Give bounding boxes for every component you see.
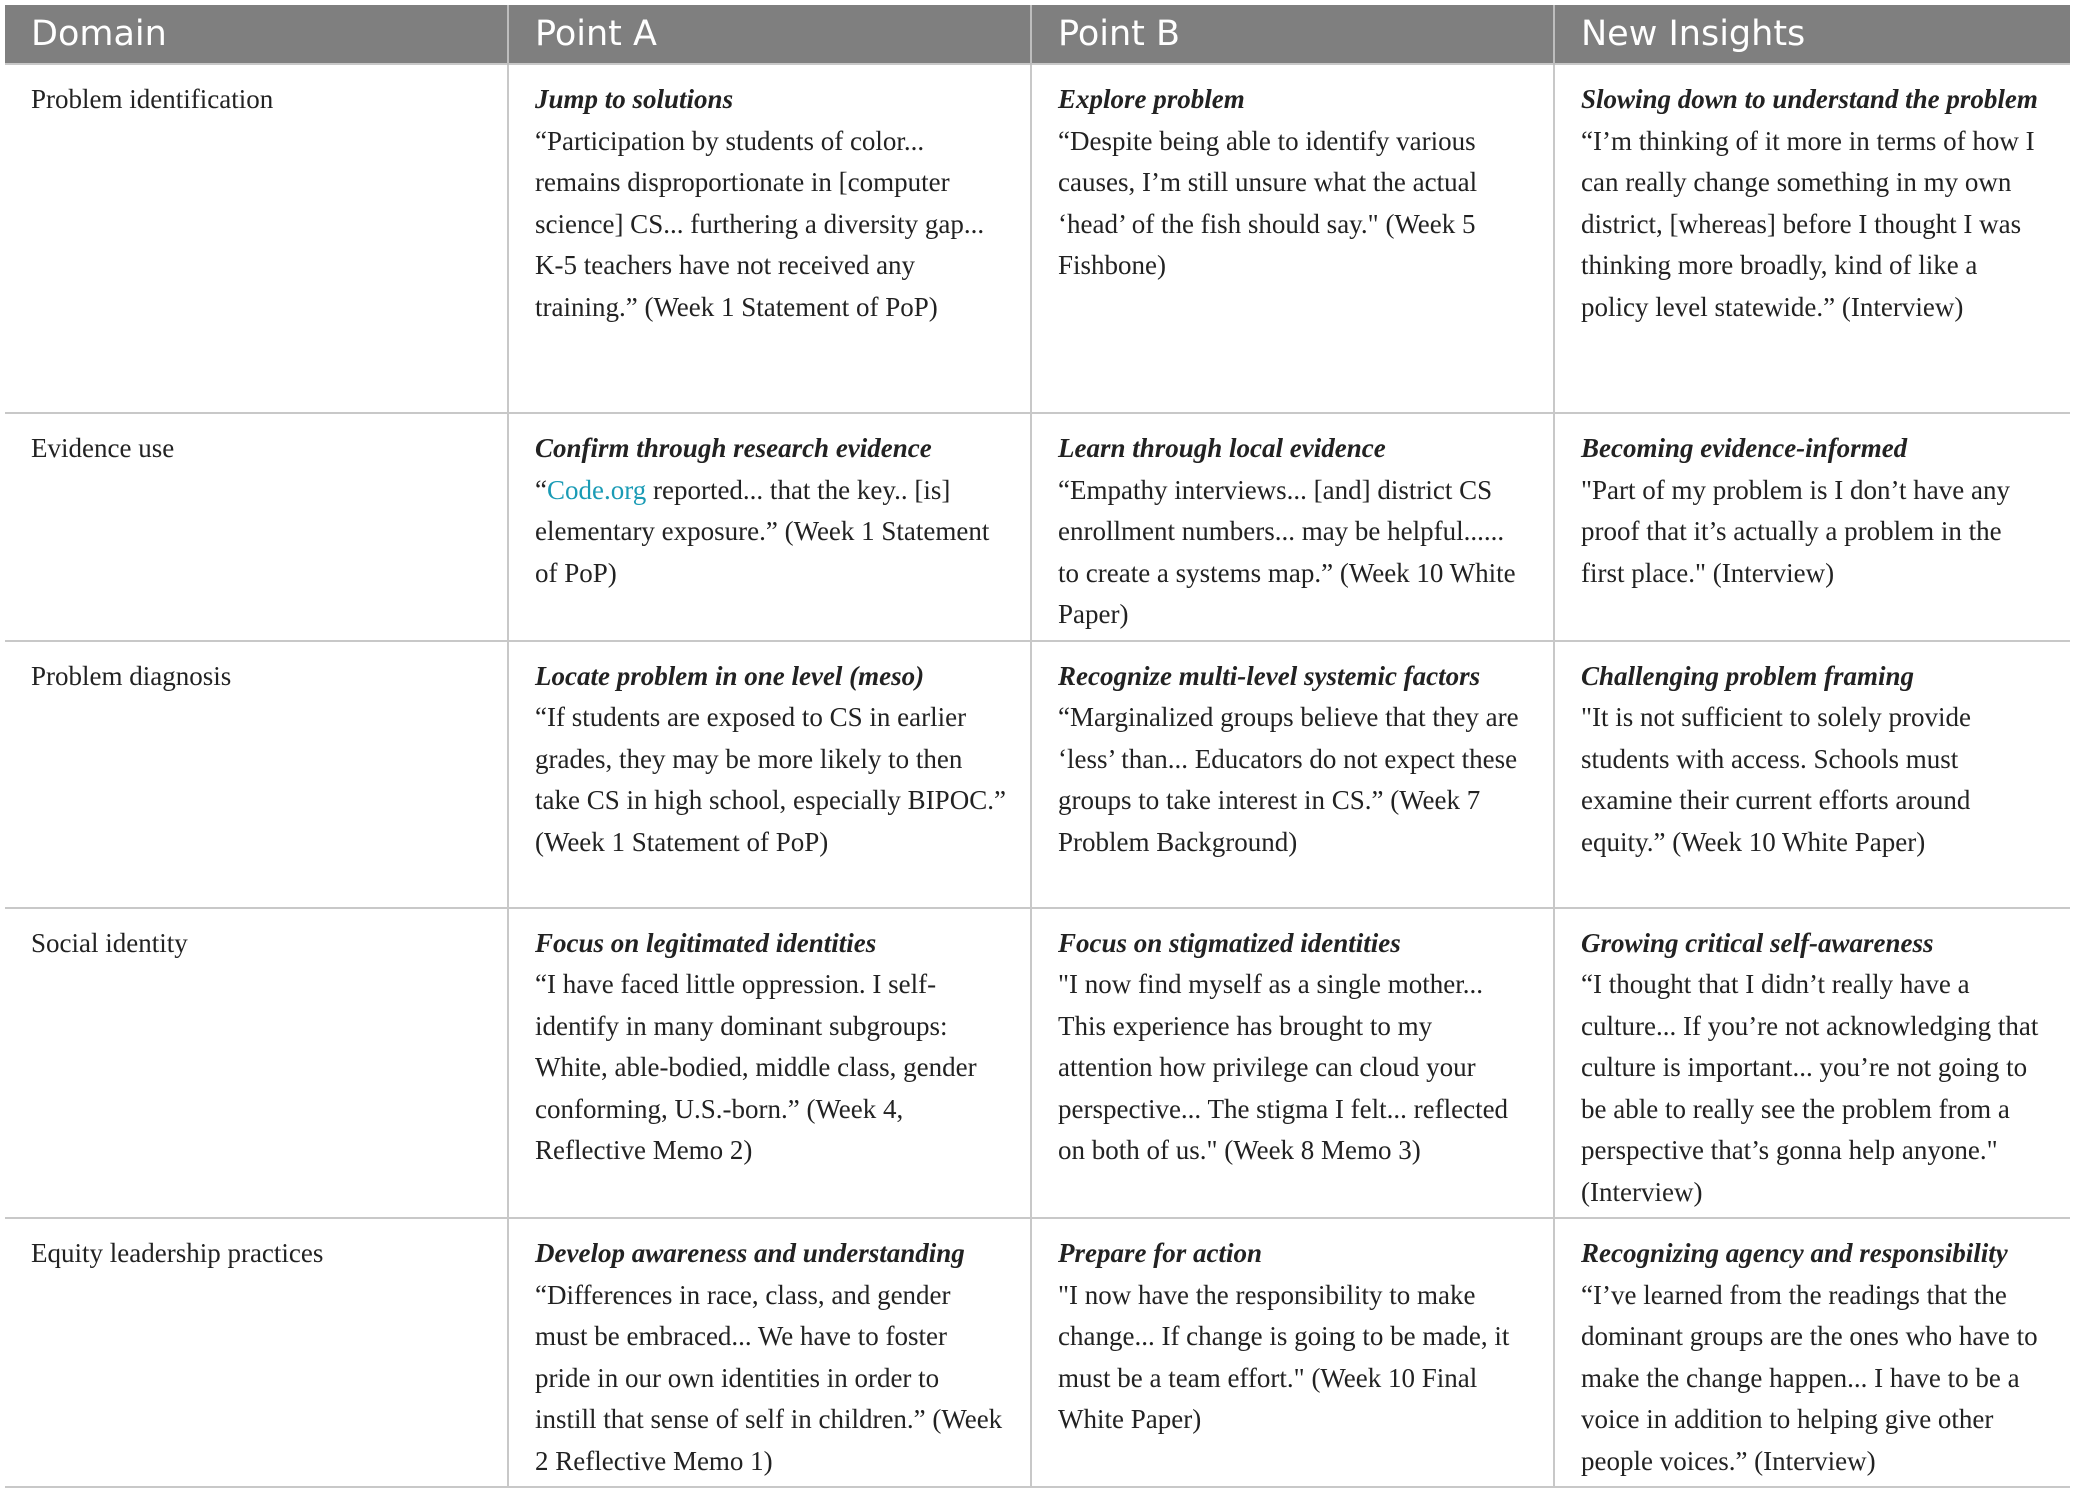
domain-cell [5, 413, 508, 641]
domain-cell [5, 64, 508, 413]
point-a-quote [535, 470, 1006, 595]
domain-label: Equity leadership practices [31, 1238, 324, 1268]
header-point-b: Point B [1031, 5, 1554, 64]
insights-cell [1554, 641, 2070, 908]
table-row [5, 641, 2070, 908]
insights-label: Growing critical self-awareness [1581, 927, 1934, 958]
point-b-quote: “Empathy interviews... [and] district CS enrollment numbers... may be helpful...... to create a systems map.” (Week 10 White Paper) [1058, 474, 1516, 629]
insights-quote: "Part of my problem is I don’t have any proof that it’s actually a problem in the first place." (Interview) [1581, 474, 2010, 588]
point-b-quote: “Despite being able to identify various causes, I’m still unsure what the actual ‘head’ of the fish should say." (Week 5 Fishbone) [1058, 125, 1478, 280]
point-b-cell [1031, 641, 1554, 908]
point-b-quote: "I now find myself as a single mother... This experience has brought to my attention how privilege can cloud your perspective... The stigma I felt... reflected on both of us." (Week 8 Memo 3) [1058, 969, 1509, 1165]
domain-label: Problem identification [31, 84, 274, 114]
point-a-quote: “If students are exposed to CS in earlier grades, they may be more likely to then take CS in high school, especially BIPOC.” (Week 1 Statement of PoP) [535, 702, 1006, 857]
point-a-label: Locate problem in one level (meso) [535, 660, 925, 691]
domain-cell [5, 641, 508, 908]
domain-label: Problem diagnosis [31, 660, 232, 691]
domain-label: Social identity [31, 927, 188, 958]
insights-cell [1554, 1218, 2070, 1487]
point-a-cell [508, 908, 1031, 1219]
header-row [5, 5, 2070, 64]
point-b-label: Explore problem [1058, 84, 1245, 114]
insights-label: Challenging problem framing [1581, 660, 1915, 691]
point-b-quote: “Marginalized groups believe that they are ‘less’ than... Educators do not expect these groups to take interest in CS.” (Week 7 Problem Background) [1058, 702, 1519, 857]
point-b-label: Focus on stigmatized identities [1058, 927, 1401, 958]
insights-table [5, 5, 2070, 1488]
point-b-label: Learn through local evidence [1058, 433, 1386, 463]
insights-cell [1554, 908, 2070, 1219]
code-org-link[interactable]: Code.org [546, 474, 647, 505]
table-row [5, 64, 2070, 413]
point-b-label: Recognize multi-level systemic factors [1058, 660, 1481, 691]
point-b-cell [1031, 413, 1554, 641]
insights-quote: “I’m thinking of it more in terms of how I can really change something in my own district, [whereas] before I thought I was thinking more broadly, kind of like a policy level statewide.” (Interview) [1581, 125, 2035, 322]
point-a-label: Jump to solutions [535, 84, 734, 114]
insights-label: Becoming evidence-informed [1581, 433, 1908, 463]
point-b-cell [1031, 1218, 1554, 1487]
insights-cell [1554, 413, 2070, 641]
insights-quote: "It is not sufficient to solely provide students with access. Schools must examine their current efforts around equity.” (Week 10 White Paper) [1581, 702, 1971, 857]
point-b-quote: "I now have the responsibility to make change... If change is going to be made, it must be a team effort." (Week 10 Final White Paper) [1058, 1279, 1510, 1434]
header-point-a: Point A [508, 5, 1031, 64]
table-row [5, 1218, 2070, 1487]
insights-label: Slowing down to understand the problem [1581, 84, 2038, 114]
header-domain: Domain [5, 5, 508, 64]
point-a-label: Focus on legitimated identities [535, 927, 877, 958]
point-a-cell [508, 64, 1031, 413]
point-a-cell [508, 641, 1031, 908]
domain-cell [5, 1218, 508, 1487]
point-a-quote-rest: reported... that the key.. [is] elementary exposure.” (Week 1 Statement of PoP) [535, 474, 990, 588]
header-new-insights: New Insights [1554, 5, 2070, 64]
point-b-cell [1031, 908, 1554, 1219]
point-a-cell [508, 1218, 1031, 1487]
point-a-label: Confirm through research evidence [535, 433, 932, 463]
domain-cell [5, 908, 508, 1219]
point-b-label: Prepare for action [1058, 1238, 1262, 1268]
point-a-quote: “Participation by students of color... remains disproportionate in [computer science] CS... furthering a diversity gap... K-5 teachers have not received any training.” (Week 1 Statement of PoP) [535, 125, 985, 322]
insights-cell [1554, 64, 2070, 413]
insights-quote: “I’ve learned from the readings that the dominant groups are the ones who have to make the change happen... I have to be a voice in addition to helping give other people voices.” (Interview) [1581, 1279, 2038, 1476]
point-a-quote: “I have faced little oppression. I self-identify in many dominant subgroups: White, able-bodied, middle class, gender conforming, U.S.-born.” (Week 4, Reflective Memo 2) [535, 969, 977, 1165]
table-row [5, 908, 2070, 1219]
point-a-cell [508, 413, 1031, 641]
domain-label: Evidence use [31, 433, 175, 463]
point-a-label: Develop awareness and understanding [535, 1238, 965, 1268]
point-a-quote: “Differences in race, class, and gender must be embraced... We have to foster pride in our own identities in order to instill that sense of self in children.” (Week 2 Reflective Memo 1) [535, 1279, 1003, 1476]
table-row [5, 413, 2070, 641]
insights-quote: “I thought that I didn’t really have a culture... If you’re not acknowledging that culture is important... you’re not going to be able to really see the problem from a perspective that’s gonna help anyone." (Interview) [1581, 969, 2039, 1207]
point-b-cell [1031, 64, 1554, 413]
quote-open-mark: “ [535, 474, 547, 505]
insights-label: Recognizing agency and responsibility [1581, 1238, 2008, 1268]
